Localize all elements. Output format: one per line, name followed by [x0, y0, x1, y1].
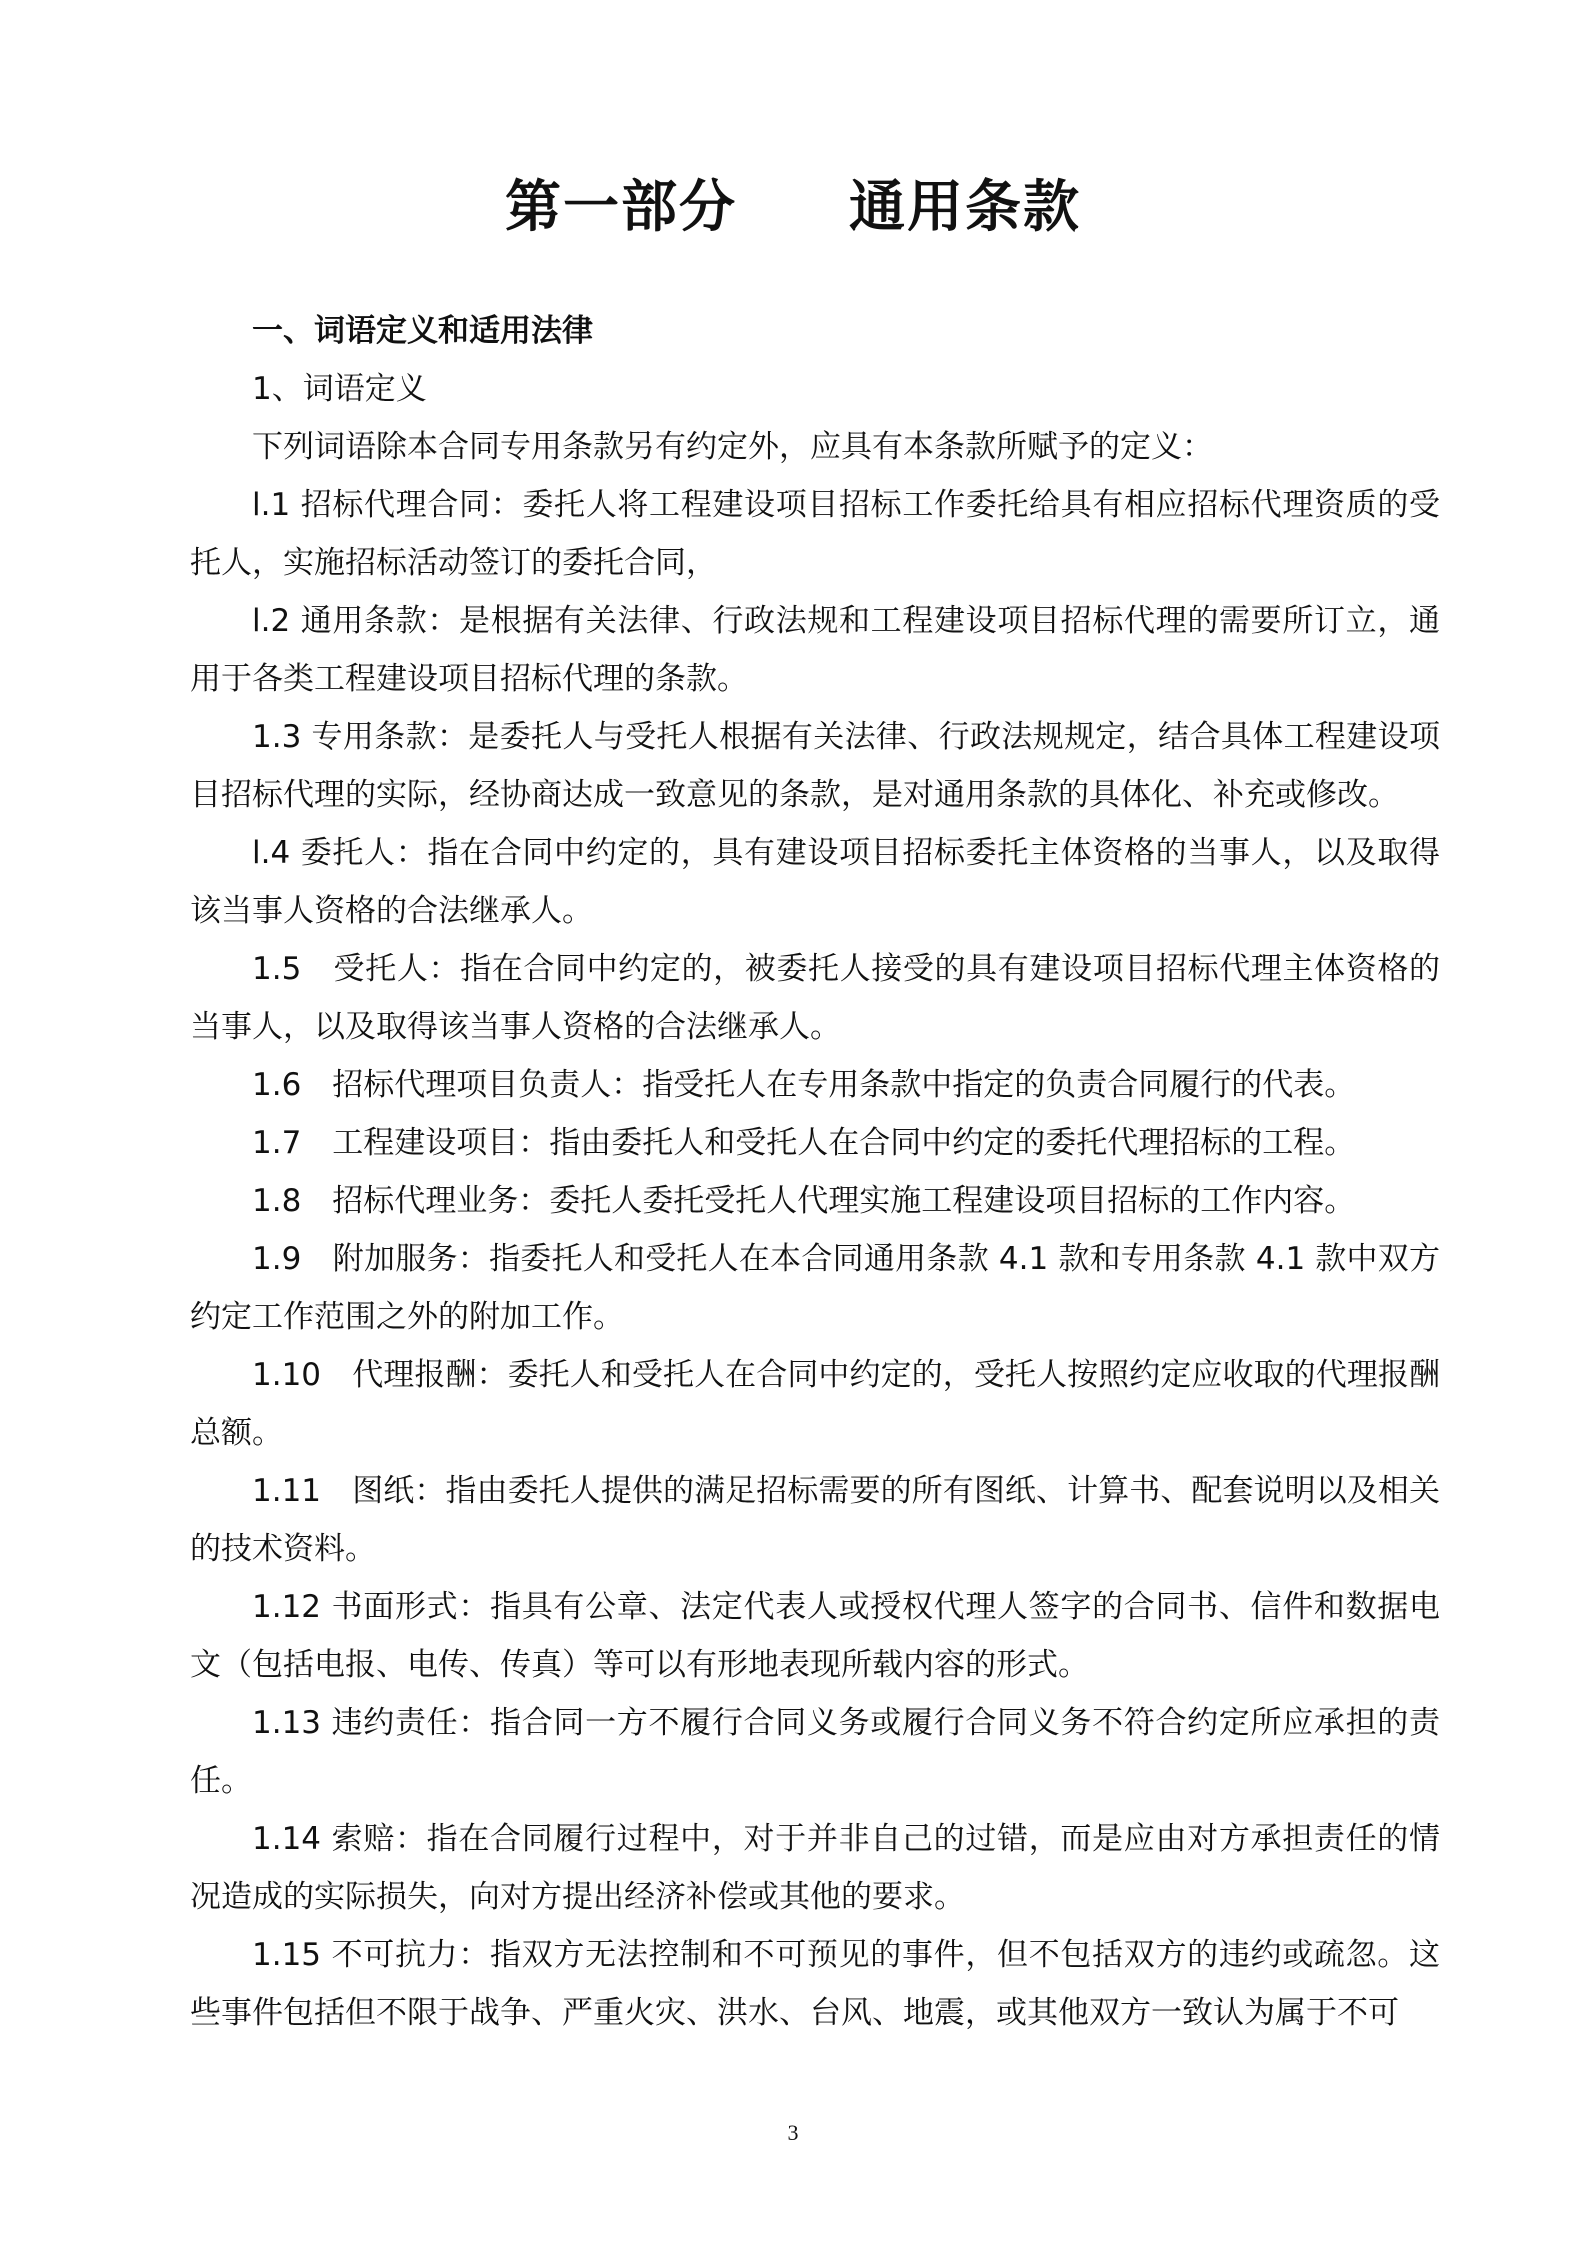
clause-1-13: 1.13 违约责任：指合同一方不履行合同义务或履行合同义务不符合约定所应承担的责任。 — [190, 1705, 1440, 1799]
clause-1-14: 1.14 索赔：指在合同履行过程中，对于并非自己的过错，而是应由对方承担责任的情况造成的实际损失，向对方提出经济补偿或其他的要求。 — [190, 1821, 1440, 1915]
intro-paragraph: 下列词语除本合同专用条款另有约定外，应具有本条款所赋予的定义： — [252, 429, 1213, 465]
clause-1-3: 1.3 专用条款：是委托人与受托人根据有关法律、行政法规规定，结合具体工程建设项目招标代理的实际，经协商达成一致意见的条款，是对通用条款的具体化、补充或修改。 — [190, 719, 1440, 813]
clause-1-5: 1.5 受托人：指在合同中约定的，被委托人接受的具有建设项目招标代理主体资格的当事人，以及取得该当事人资格的合法继承人。 — [190, 951, 1440, 1045]
title-name: 通用条款 — [849, 175, 1081, 240]
title-part: 第一部分 — [505, 175, 737, 240]
clause-1-4: l.4 委托人：指在合同中约定的，具有建设项目招标委托主体资格的当事人，以及取得该当事人资格的合法继承人。 — [190, 835, 1440, 929]
document-body — [190, 302, 1440, 2042]
page-number: 3 — [787, 2120, 799, 2145]
page-title — [0, 168, 1586, 248]
clause-1-12: 1.12 书面形式：指具有公章、法定代表人或授权代理人签字的合同书、信件和数据电文（包括电报、电传、传真）等可以有形地表现所载内容的形式。 — [190, 1589, 1440, 1683]
clause-1-7: 1.7 工程建设项目：指由委托人和受托人在合同中约定的委托代理招标的工程。 — [252, 1125, 1356, 1161]
clause-1-15: 1.15 不可抗力：指双方无法控制和不可预见的事件，但不包括双方的违约或疏忽。这些事件包括但不限于战争、严重火灾、洪水、台风、地震，或其他双方一致认为属于不可 — [190, 1937, 1440, 2031]
clause-1-1: l.1 招标代理合同：委托人将工程建设项目招标工作委托给具有相应招标代理资质的受托人，实施招标活动签订的委托合同， — [190, 487, 1440, 581]
clause-1-9: 1.9 附加服务：指委托人和受托人在本合同通用条款 4.1 款和专用条款 4.1 款中双方约定工作范围之外的附加工作。 — [190, 1241, 1440, 1335]
clause-1-10: 1.10 代理报酬：委托人和受托人在合同中约定的，受托人按照约定应收取的代理报酬总额。 — [190, 1357, 1440, 1451]
clause-1-8: 1.8 招标代理业务：委托人委托受托人代理实施工程建设项目招标的工作内容。 — [252, 1183, 1356, 1219]
section-heading: 一、词语定义和适用法律 — [252, 313, 593, 349]
clause-1-6: 1.6 招标代理项目负责人：指受托人在专用条款中指定的负责合同履行的代表。 — [252, 1067, 1356, 1103]
clause-1-11: 1.11 图纸：指由委托人提供的满足招标需要的所有图纸、计算书、配套说明以及相关的技术资料。 — [190, 1473, 1440, 1567]
clause-1-2: l.2 通用条款：是根据有关法律、行政法规和工程建设项目招标代理的需要所订立，通用于各类工程建设项目招标代理的条款。 — [190, 603, 1440, 697]
subsection-heading: 1、词语定义 — [252, 371, 427, 407]
